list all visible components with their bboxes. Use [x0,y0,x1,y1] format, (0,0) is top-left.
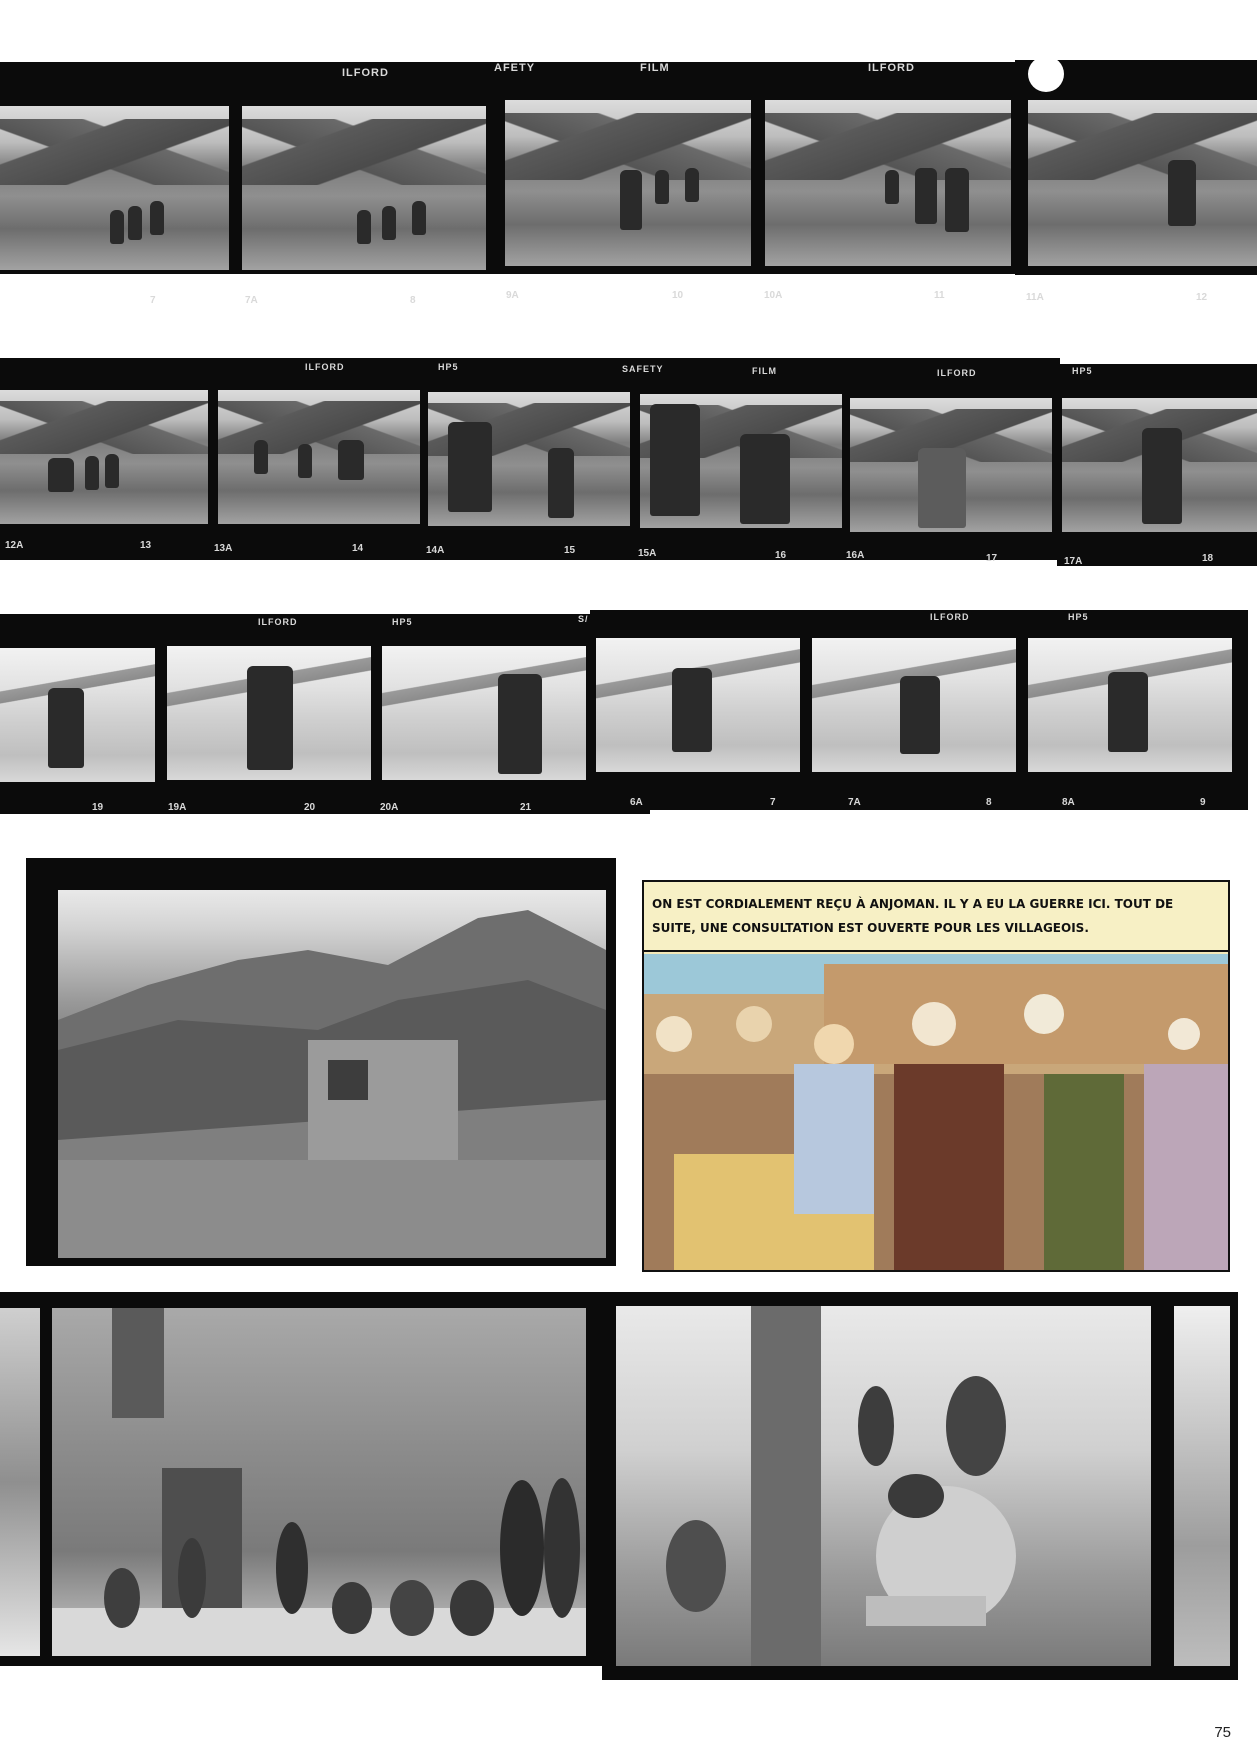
frame-number: 20 [304,802,316,813]
photo-frame [167,646,371,780]
photo-village-men [52,1308,586,1656]
frame-number: 9A [506,290,519,301]
frame-number: 7 [150,295,156,306]
frame-number: 12A [5,540,24,551]
photo-frame [1062,398,1257,532]
frame-number: 7A [848,797,861,808]
comic-caption: ON EST CORDIALEMENT REÇU À ANJOMAN. IL Y A EU LA GUERRE ICI. TOUT DE SUITE, UNE CONSULTATION EST OUVERTE POUR LES VILLAGEOIS. [644,882,1228,952]
edge-label: FILM [752,366,777,376]
film-punch-hole [1028,56,1064,92]
photo-frame [0,648,155,782]
photo-frame [640,394,842,528]
frame-number: 13 [140,540,152,551]
photo-ruins-mountain [58,890,606,1258]
frame-number: 13A [214,543,233,554]
page-number: 75 [1214,1724,1231,1741]
frame-number: 15A [638,548,657,559]
edge-label: AFETY [494,62,536,74]
photo-consultation [616,1306,1151,1666]
frame-number: 7 [770,797,776,808]
frame-number: 11A [1026,292,1044,303]
frame-number: 16 [775,550,787,561]
frame-number: 12 [1196,292,1208,303]
edge-label: ILFORD [868,62,915,74]
photo-frame [596,638,800,772]
edge-label: FILM [640,62,670,74]
edge-label: ILFORD [930,612,970,622]
photo-frame [0,106,229,270]
photo-frame [0,390,208,524]
edge-label: S/ [578,614,589,624]
frame-number: 14A [426,545,445,556]
photo-frame [505,100,751,266]
edge-label: ILFORD [937,368,977,378]
comic-illustration [644,954,1228,1270]
frame-number: 10 [672,290,684,301]
edge-label: HP5 [1072,366,1093,376]
edge-label: ILFORD [305,362,345,372]
photo-frame [242,106,486,270]
photo-frame [1028,100,1257,266]
edge-label: HP5 [1068,612,1089,622]
frame-number: 10A [764,290,783,301]
edge-label: SAFETY [622,364,664,374]
comic-panel [642,880,1230,1272]
photo-village-door [0,1308,40,1656]
frame-number: 15 [564,545,576,556]
frame-number: 16A [846,550,865,561]
photo-frame [382,646,586,780]
photo-frame [765,100,1011,266]
frame-number: 8 [986,797,992,808]
frame-number: 8A [1062,797,1075,808]
frame-number: 20A [380,802,399,813]
frame-number: 8 [410,295,416,306]
frame-number: 19A [168,802,187,813]
frame-number: 9 [1200,797,1206,808]
photo-frame [218,390,420,524]
frame-number: 18 [1202,553,1214,564]
frame-number: 6A [630,797,643,808]
frame-number: 17 [986,553,998,564]
frame-number: 11 [934,290,945,301]
photo-frame [428,392,630,526]
frame-number: 17A [1064,556,1083,567]
edge-label: ILFORD [258,617,298,627]
frame-number: 21 [520,802,532,813]
frame-number: 14 [352,543,364,554]
photo-portrait-edge [1174,1306,1230,1666]
edge-label: HP5 [392,617,413,627]
photo-frame [812,638,1016,772]
edge-label: HP5 [438,362,459,372]
photo-frame [850,398,1052,532]
edge-label: ILFORD [342,67,389,79]
photo-frame [1028,638,1232,772]
frame-number: 19 [92,802,104,813]
frame-number: 7A [245,295,258,306]
